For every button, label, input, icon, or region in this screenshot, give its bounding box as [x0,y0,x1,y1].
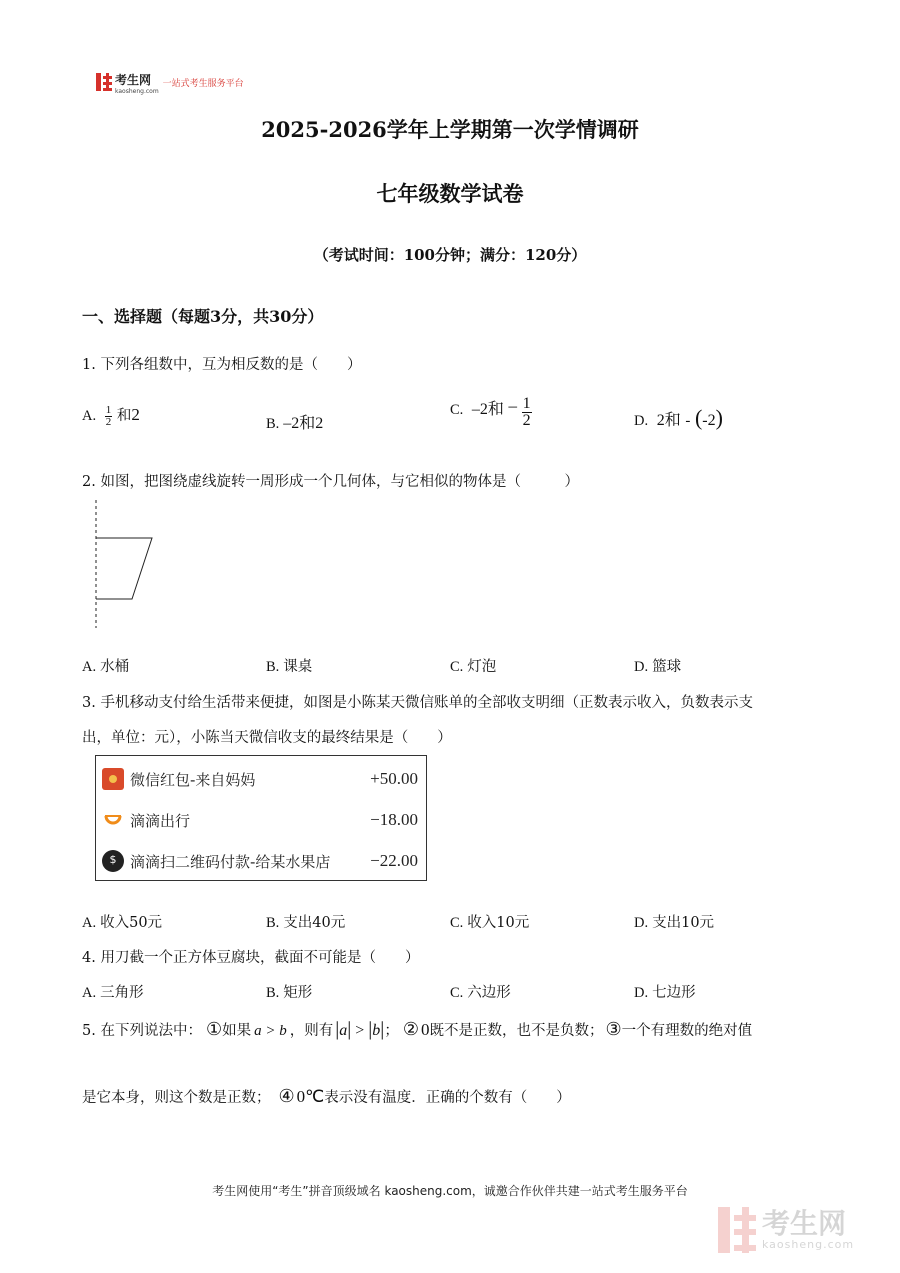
q3-option-d: D. 支出10元 [634,915,715,931]
q1-option-b: B. –2和2 [266,415,324,432]
fraction: $\frac{1}{2}$ [522,395,531,429]
exam-title: 2025-2026学年上学期第一次学情调研 [261,117,639,142]
question-5-line1: 5. 在下列说法中： ① 如果 a > b ，则有 |a| > |b| ； ② 0 既不是正数，也不是负数； ③ 一个有理数的绝对值 [82,1018,753,1040]
bill-row: $ 滴滴扫二维码付款-给某水果店 −22.00 [102,844,418,878]
bill-row: 微信红包-来自妈妈 +50.00 [102,762,418,796]
q2-option-c: C. 灯泡 [450,659,497,675]
q1-option-a: A. $\frac{1}{2}$ 和2 [82,403,140,428]
q3-option-b: B. 支出40元 [266,915,346,931]
logo-domain: kaosheng.com [115,88,159,95]
q1-option-c: C. –2和 – $\frac{1}{2}$ [450,395,531,429]
money-bag-icon: $ [102,850,124,872]
q3-option-c: C. 收入10元 [450,915,530,931]
rotation-figure [88,498,158,630]
question-1-stem: 1. 下列各组数中，互为相反数的是（ ） [82,357,362,373]
exam-subject: 七年级数学试卷 [376,181,524,206]
kaosheng-watermark-icon [718,1207,756,1253]
q4-option-a: A. 三角形 [82,985,144,1001]
q3-option-a: A. 收入50元 [82,915,163,931]
q2-option-a: A. 水桶 [82,659,130,675]
question-3-stem-line1: 3. 手机移动支付给生活带来便捷，如图是小陈某天微信账单的全部收支明细（正数表示收入，负数表示支 [82,695,753,711]
bill-row: 滴滴出行 −18.00 [102,803,418,837]
question-5-line2: 是它本身，则这个数是正数； ④ 0℃ 表示没有温度．正确的个数有（ ） [82,1086,571,1107]
q2-option-d: D. 篮球 [634,659,682,675]
exam-info: （考试时间：100分钟；满分：120分） [313,246,587,264]
question-2-stem: 2. 如图，把图绕虚线旋转一周形成一个几何体，与它相似的物体是（ ） [82,474,579,490]
q1-option-d: D. 2和 - (-2) [634,405,723,430]
question-3-stem-line2: 出，单位：元），小陈当天微信收支的最终结果是（ ） [82,730,452,746]
logo-name: 考生网 [115,73,152,87]
q4-option-c: C. 六边形 [450,985,511,1001]
kaosheng-logo-icon [96,73,112,91]
watermark: 考生网 kaosheng.com [718,1207,854,1253]
logo-slogan: 一站式考生服务平台 [162,78,244,89]
question-4-stem: 4. 用刀截一个正方体豆腐块，截面不可能是（ ） [82,950,420,966]
q4-option-d: D. 七边形 [634,985,696,1001]
fraction: $\frac{1}{2}$ [105,403,112,428]
q4-option-b: B. 矩形 [266,985,313,1001]
q2-option-b: B. 课桌 [266,659,313,675]
logo [96,71,244,93]
page-footer: 考生网使用“考生”拼音顶级域名 kaosheng.com，诚邀合作伙伴共建一站式考生服务平台 [212,1184,688,1198]
wechat-bill [95,755,427,881]
red-packet-icon [102,768,124,790]
didi-icon [102,809,124,831]
section-heading: 一、选择题（每题3分，共30分） [82,307,324,326]
